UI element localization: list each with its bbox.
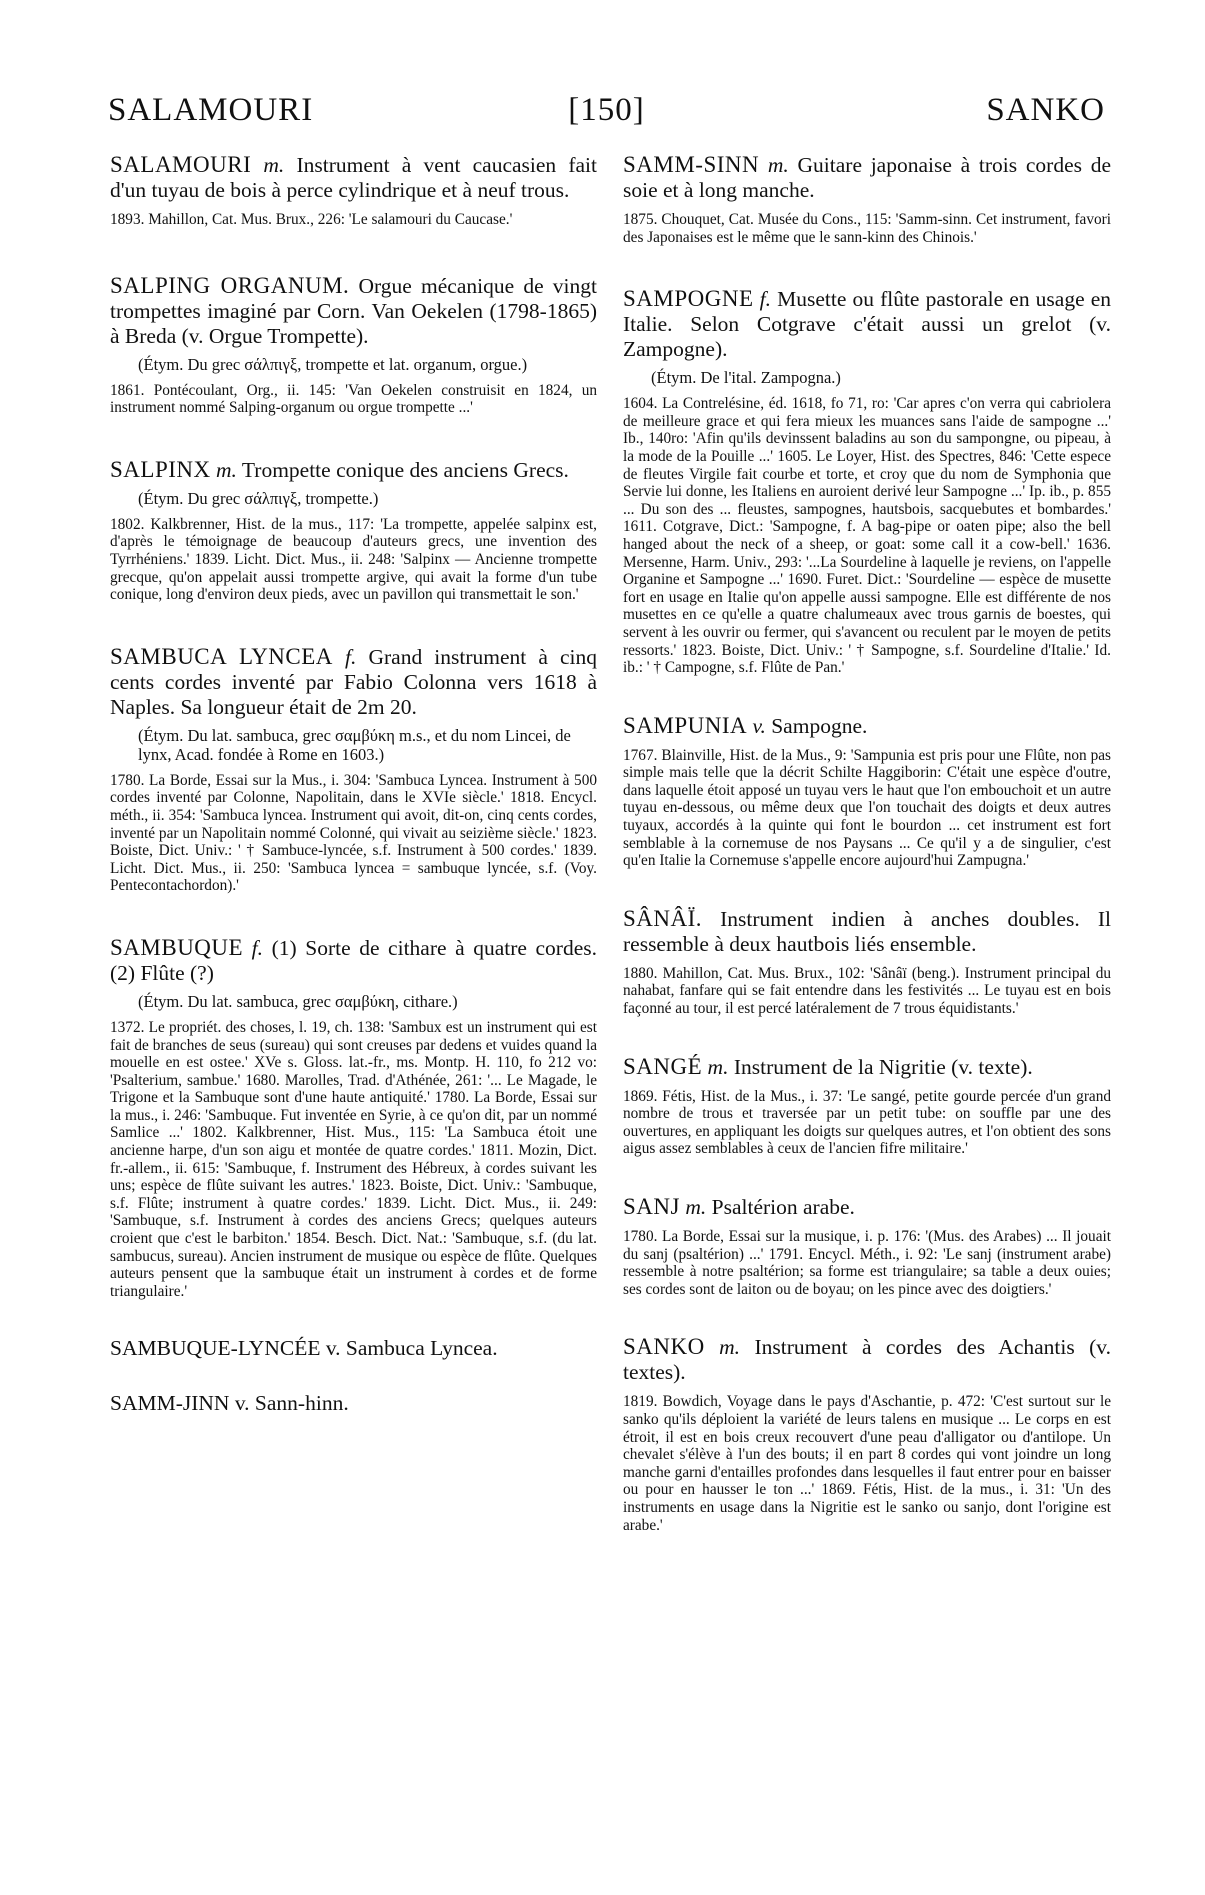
entry-headword: SAMPUNIA <box>623 712 748 738</box>
entry-definition-text: Guitare japonaise à trois cordes de soie et à long manche. <box>623 153 1111 202</box>
entry-definition <box>623 286 1111 362</box>
entry-definition-text: Orgue mécanique de vingt trompettes imaginé par Corn. Van Oekelen (1798-1865) à Breda (v. Orgue Trompette). <box>110 273 598 348</box>
entry-etymology: (Étym. Du grec σάλπιγξ, trompette et lat. organum, orgue.) <box>138 354 528 374</box>
right-column <box>623 152 1111 1534</box>
entry-grammar: m. <box>707 1054 729 1079</box>
entry-citations: 1819. Bowdich, Voyage dans le pays d'Aschantie, p. 472: 'C'est surtout sur le sanko qu'ils déploient la variété de leurs talens en musique ... Le corps en est étroit, il est en bois creux recouvert d'une peau d'alligator ou d'antilope. Un chevalet s'élève à l'un des bouts; il en part 8 cordes qui vont joindre un long manche garni d'entailles profondes dans lesquelles il faut entrer pour en baisser ou pour en hausser le ton ...' 1869. Fétis, Hist. de la mus., i. 31: 'Un des instruments en usage dans la Nigritie est le sanko ou sanjo, dont l'origine est arabe.' <box>623 1393 1111 1534</box>
entry-grammar: f. <box>759 287 771 312</box>
running-head-last-word: SANKO <box>986 92 1105 128</box>
entry-grammar: f. <box>345 644 357 669</box>
entry-citations: 1861. Pontécoulant, Org., ii. 145: 'Van Oekelen construisit en 1824, un instrument nommé Salping-organum ou orgue trompette ...' <box>110 381 597 417</box>
entry-definition-text: (1) Sorte de cithare à quatre cordes. (2) Flûte (?) <box>110 935 598 985</box>
entry-etymology: (Étym. De l'ital. Zampogna.) <box>651 368 841 388</box>
entry-definition <box>623 1194 1111 1220</box>
entry-salpinx <box>110 457 597 604</box>
entry-headword: SALPING ORGANUM. <box>110 272 350 298</box>
entry-sange <box>623 1054 1111 1158</box>
running-head-first-word: SALAMOURI <box>108 92 314 128</box>
entry-definition <box>623 906 1111 957</box>
entry-grammar: m. <box>216 457 237 482</box>
cross-reference-sambuque-lyncee: SAMBUQUE-LYNCÉE v. Sambuca Lyncea. <box>110 1336 498 1361</box>
entry-definition <box>623 1334 1111 1385</box>
entry-definition <box>110 273 597 349</box>
entry-definition-text: Sampogne. <box>771 713 868 738</box>
entry-definition-text: Instrument à cordes des Achantis (v. textes). <box>623 1335 1112 1385</box>
entry-definition-text: Grand instrument à cinq cents cordes inventé par Fabio Colonna vers 1618 à Naples. Sa longueur était de 2m 20. <box>110 644 597 719</box>
entry-definition-text: Instrument de la Nigritie (v. texte). <box>733 1054 1033 1079</box>
entry-grammar: m. <box>263 153 285 177</box>
entry-citations: 1604. La Contrelésine, éd. 1618, fo 71, ro: 'Car apres c'on verra qui cabriolera de meilleure grace et qui fera mieux les muances sans l'aide de sampogne ...' Ib., 140ro: 'Afin qu'ils devinssent baladins au son du sampongne, ou pipeau, à la mode de la Pouille ...' 1605. Le Loyer, Hist. des Spectres, 846: 'Cette espece de fleutes Virgile fait courbe et torte, et croy que du nom de Symphonia que Servie lui donne, les Italiens en auroient derivé leur Sampogne ...' Ip. ib., p. 855 ... Du son des ... fleustes, sampognes, hautsbois, sacquebutes et bombardes.' 1611. Cotgrave, Dict.: 'Sampogne, f. A bag-pipe or oaten pipe; also the bell hanged about the neck of a sheep, or goat: some call it a cow-bell.' 1636. Mersenne, Harm. Univ., 293: '...La Sourdeline à laquelle je reviens, on l'appelle Organine et Sampogne ...' 1690. Furet. Dict.: 'Sourdeline — espèce de musette fort en usage en Italie qu'on appelle aussi sampogne. Elle est différente de nos musettes en ce qu'elle a quatre chalumeaux avec trous garnis de boestes, qui servent à les ouvrir ou fermer, qui s'avancent ou reculent par le moyen de petits ressorts.' 1823. Boiste, Dict. Univ.: ' † Sampogne, s.f. Sourdeline d'Italie.' Id. ib.: ' † Campogne, s.f. Flûte de Pan.' <box>623 395 1111 677</box>
entry-definition <box>623 1054 1111 1080</box>
entry-definition <box>110 457 597 483</box>
entry-citations: 1893. Mahillon, Cat. Mus. Brux., 226: 'Le salamouri du Caucase.' <box>110 211 513 228</box>
entry-headword: SALAMOURI <box>110 152 252 177</box>
entry-grammar: f. <box>251 935 264 960</box>
entry-citations: 1880. Mahillon, Cat. Mus. Brux., 102: 'Sânâï (beng.). Instrument principal du nahabat, fanfare qui se fait entendre dans les festivités ... Le tuyau est en bois façonné au tour, il est percé latéralement de 7 trous équidistants.' <box>623 964 1111 1018</box>
entry-headword: SAMPOGNE <box>623 286 754 312</box>
running-head <box>108 92 1105 144</box>
entry-sambuque <box>110 935 597 1301</box>
entry-citations: 1767. Blainville, Hist. de la Mus., 9: 'Sampunia est pris pour une Flûte, non pas simple mais telle que la décrit Schilte Haggiborin: C'était une espèce d'outre, dans laquelle étoit apposé un tuyau vers le haut que l'on embouchoit et un autre tuyau en-dessous, ou même deux que l'on touchait des doigts et deux autres tuyaux, accordés à la quinte qui font le bourdon ... cet instrument est fort semblable à la cornemuse de nos Paysans ... Ce qu'il y a de singulier, c'est qu'en Italie la Cornemuse s'appelle encore aujourd'hui Zampugna.' <box>623 746 1111 870</box>
entry-sanko <box>623 1334 1111 1534</box>
entry-headword: SAMBUCA LYNCEA <box>110 643 333 669</box>
entry-definition <box>110 644 597 720</box>
entry-etymology: (Étym. Du lat. sambuca, grec σαμβύκη, cithare.) <box>138 991 458 1011</box>
entry-definition <box>110 935 597 986</box>
entry-definition-text: Trompette conique des anciens Grecs. <box>241 457 569 482</box>
entry-citations: 1780. La Borde, Essai sur la musique, i. p. 176: '(Mus. des Arabes) ... Il jouait du sanj (psaltérion) ...' 1791. Encycl. Méth., i. 92: 'Le sanj (instrument arabe) ressemble à notre psaltérion; sa forme est triangulaire; sa table a deux ouies; ses cordes sont de laiton ou de boyau; on les pince avec des doigtiers.' <box>623 1228 1111 1298</box>
entry-sampunia <box>623 713 1111 870</box>
entry-salping-organum <box>110 273 597 417</box>
entry-citations: 1802. Kalkbrenner, Hist. de la mus., 117: 'La trompette, appelée salpinx est, d'après le témoignage de beaucoup d'auteurs grecs, une invention des Tyrrhéniens.' 1839. Licht. Dict. Mus., ii. 248: 'Salpinx — Ancienne trompette grecque, qu'on appelait aussi trompette argive, qui avait la forme d'un tube conique, long d'environ deux pieds, avec un pavillon qui transmettait le son.' <box>110 515 597 604</box>
entry-citations: 1875. Chouquet, Cat. Musée du Cons., 115: 'Samm-sinn. Cet instrument, favori des Japonaises est le même que le sann-kinn des Chinois.' <box>623 211 1111 246</box>
entry-definition-text: Instrument indien à anches doubles. Il ressemble à deux hautbois liés ensemble. <box>623 906 1111 956</box>
entry-headword: SAMBUQUE <box>110 934 244 960</box>
entry-definition <box>623 713 1111 739</box>
entry-citations: 1780. La Borde, Essai sur la Mus., i. 304: 'Sambuca Lyncea. Instrument à 500 cordes inventé par Colonne, Napolitain, dans le XVIe siècle.' 1818. Encycl. méth., ii. 354: 'Sambuca lyncea. Instrument qui avoit, dit-on, cinq cents cordes, inventé par un Napolitain nommé Colonné, qui vivait au seizième siècle.' 1823. Boiste, Dict. Univ.: ' † Sambuce-lyncée, s.f. Instrument à 500 cordes.' 1839. Licht. Dict. Mus., ii. 250: 'Sambuca lyncea = sambuque lyncée, s.f. (Voy. Pentecontachordon).' <box>110 771 597 895</box>
entry-citations: 1372. Le propriét. des choses, l. 19, ch. 138: 'Sambux est un instrument qui est fait de branches de seus (sureau) qui sont creuses par dedens et vuides quand la mouelle en est ostee.' XVe s. Gloss. lat.-fr., ms. Montp. H. 110, fo 212 vo: 'Psalterium, sambue.' 1680. Marolles, Trad. d'Athénée, 261: '... Le Magade, le Trigone et la Sambuque sont d'une haute antiquité.' 1780. La Borde, Essai sur la mus., i. 246: 'Sambuque. Fut inventée en Syrie, à ce qu'on dit, par un nommé Samlice ...' 1802. Kalkbrenner, Hist. Mus., 115: 'La Sambuca étoit une ancienne harpe, d'un son aigu et montée de quatre cordes.' 1811. Mozin, Dict. fr.-allem., ii. 615: 'Sambuque, f. Instrument des Hébreux, à cordes suivant les uns; espèce de flûte suivant les autres.' 1823. Boiste, Dict. Univ.: 'Sambuque, s.f. Flûte; instrument à quatre cordes.' 1839. Licht. Dict. Mus., ii. 249: 'Sambuque, s.f. Instrument à cordes des anciens Grecs; quelques auteurs croient que c'est le barbiton.' 1854. Besch. Dict. Nat.: 'Sambuque, s.f. (du lat. sambucus, sureau). Ancien instrument de musique ou espèce de flûte. Quelques auteurs pensent que la sambuque était un instrument à cordes et de forme triangulaire.' <box>110 1018 597 1300</box>
entry-citations: 1869. Fétis, Hist. de la Mus., i. 37: 'Le sangé, petite gourde percée d'un grand nombre de trous et traversée par un petit tube: on souffle par une des ouvertures, en appliquant les doigts sur quelques autres, et l'on obtient des sons aigus assez semblables à ceux de l'ancien fifre militaire.' <box>623 1087 1111 1158</box>
left-column <box>110 152 597 1416</box>
entry-headword: SALPINX <box>110 456 211 482</box>
entry-definition-text: Psaltérion arabe. <box>711 1195 855 1219</box>
entry-grammar: m. <box>719 1335 741 1360</box>
entry-definition <box>623 152 1111 203</box>
entry-etymology: (Étym. Du lat. sambuca, grec σαμβύκη m.s., et du nom Lincei, de lynx, Acad. fondée à Rome en 1603.) <box>138 725 571 764</box>
entry-headword: SÂNÂÏ. <box>623 905 703 931</box>
entry-headword: SANGÉ <box>623 1053 703 1079</box>
entry-definition <box>110 152 597 203</box>
entry-sampogne <box>623 286 1111 677</box>
page-number: [150] <box>568 92 645 128</box>
entry-sanj <box>623 1194 1111 1298</box>
entry-headword: SAMM-SINN <box>623 152 760 177</box>
entry-grammar: m. <box>685 1195 707 1219</box>
entry-sanai <box>623 906 1111 1018</box>
entry-samm-sinn <box>623 152 1111 246</box>
entry-salamouri <box>110 152 597 229</box>
entry-etymology: (Étym. Du grec σάλπιγξ, trompette.) <box>138 488 379 508</box>
entry-definition-text: Instrument à vent caucasien fait d'un tuyau de bois à perce cylindrique et à neuf trous. <box>110 153 597 202</box>
entry-definition-text: Musette ou flûte pastorale en usage en Italie. Selon Cotgrave c'était aussi un grelot (v. Zampogne). <box>623 287 1112 362</box>
entry-grammar: m. <box>767 153 789 177</box>
cross-reference-samm-jinn: SAMM-JINN v. Sann-hinn. <box>110 1391 349 1416</box>
entry-headword: SANJ <box>623 1194 680 1219</box>
entry-grammar: v. <box>752 713 766 738</box>
entry-headword: SANKO <box>623 1334 705 1360</box>
entry-sambuca-lyncea <box>110 644 597 895</box>
